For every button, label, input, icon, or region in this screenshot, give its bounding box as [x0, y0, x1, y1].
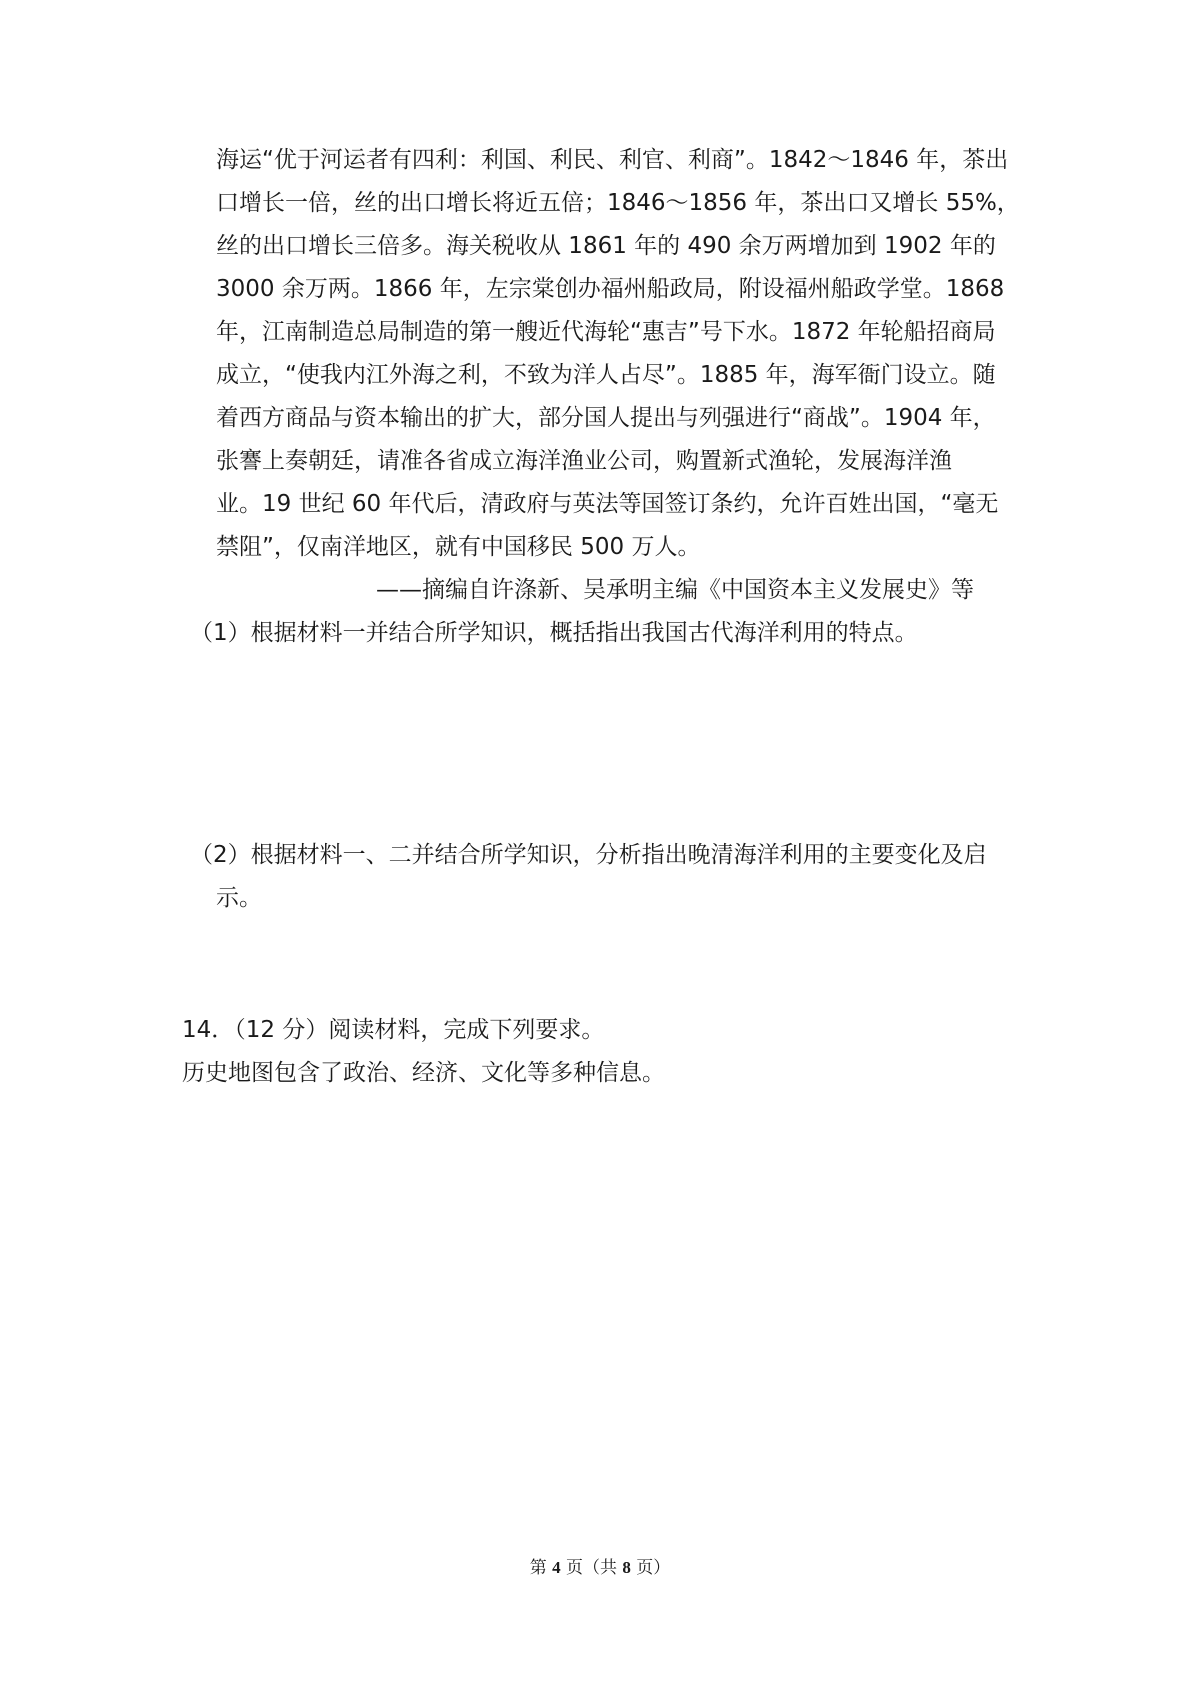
- question-2: （2）根据材料一、二并结合所学知识，分析指出晚清海洋利用的主要变化及启: [190, 842, 987, 868]
- material-line: 年，江南制造总局制造的第一艘近代海轮“惠吉”号下水。1872 年轮船招商局: [216, 319, 996, 345]
- material-line: 海运“优于河运者有四利：利国、利民、利官、利商”。1842～1846 年，茶出: [216, 147, 1009, 173]
- footer-total-pages: 8: [622, 1558, 631, 1577]
- question-1: （1）根据材料一并结合所学知识，概括指出我国古代海洋利用的特点。: [190, 620, 918, 646]
- footer-suffix: 页）: [630, 1558, 671, 1578]
- material-line: 成立，“使我内江外海之利，不致为洋人占尽”。1885 年，海军衙门设立。随: [216, 362, 996, 388]
- footer-prefix: 第: [529, 1558, 553, 1578]
- material-line: 丝的出口增长三倍多。海关税收从 1861 年的 490 余万两增加到 1902 年的: [216, 233, 996, 259]
- footer-middle: 页（共: [560, 1558, 623, 1578]
- question-14-header: 14．（12 分）阅读材料，完成下列要求。: [182, 1017, 605, 1043]
- material-line: 业。19 世纪 60 年代后，清政府与英法等国签订条约，允许百姓出国，“毫无: [216, 491, 999, 517]
- material-line: 张謇上奏朝廷，请准各省成立海洋渔业公司，购置新式渔轮，发展海洋渔: [216, 448, 952, 474]
- material-line: 3000 余万两。1866 年，左宗棠创办福州船政局，附设福州船政学堂。1868: [216, 276, 1005, 302]
- material-line: 着西方商品与资本输出的扩大，部分国人提出与列强进行“商战”。1904 年，: [216, 405, 996, 431]
- question-2-continued: 示。: [216, 885, 262, 911]
- footer-page-number: 4: [552, 1558, 561, 1577]
- material-line: 口增长一倍，丝的出口增长将近五倍；1846～1856 年，茶出口又增长 55%，: [216, 190, 1020, 216]
- material-source: ——摘编自许涤新、吴承明主编《中国资本主义发展史》等: [376, 577, 974, 603]
- page-footer: [0, 1557, 1200, 1579]
- material-line: 禁阻”，仅南洋地区，就有中国移民 500 万人。: [216, 534, 701, 560]
- question-14-lead: 历史地图包含了政治、经济、文化等多种信息。: [182, 1060, 665, 1086]
